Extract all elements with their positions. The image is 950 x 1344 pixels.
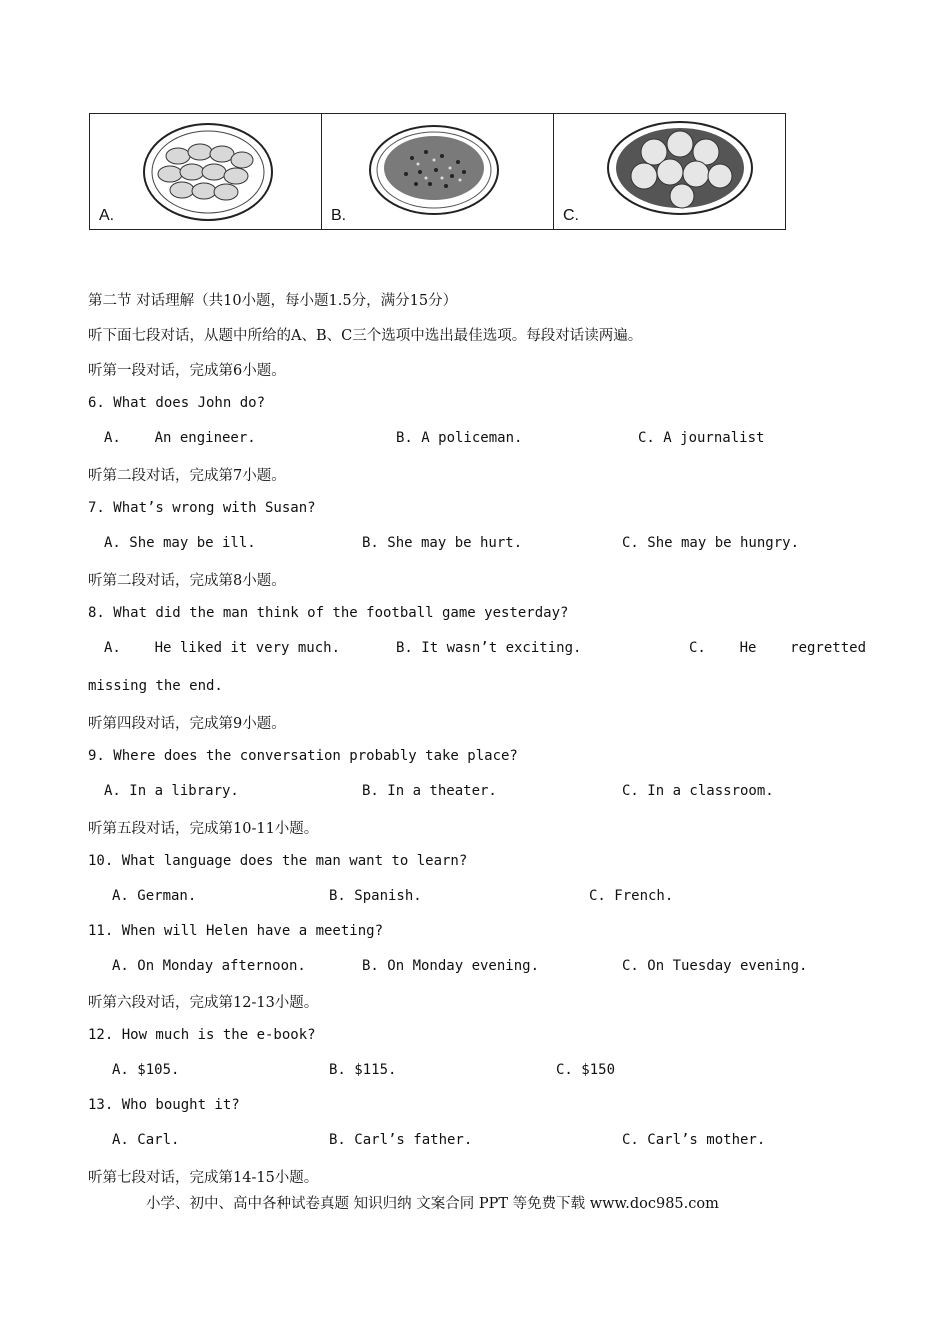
question-12-stem: 12. How much is the e-book? xyxy=(88,1027,316,1043)
question-11-option-b: B. On Monday evening. xyxy=(362,958,540,974)
question-8-option-c-continued: missing the end. xyxy=(88,678,223,694)
question-13-option-c: C. Carl’s mother. xyxy=(622,1132,766,1148)
dialogue-3-intro: 听第二段对话，完成第8小题。 xyxy=(88,573,286,589)
picture-options-table xyxy=(89,113,786,230)
question-8-stem: 8. What did the man think of the football game yesterday? xyxy=(88,605,569,621)
question-8-option-c: C. He regretted xyxy=(689,640,867,656)
question-12-option-a: A. $105. xyxy=(112,1062,180,1078)
section-instruction: 听下面七段对话，从题中所给的A、B、C三个选项中选出最佳选项。每段对话读两遍。 xyxy=(88,328,643,344)
fried-rice-plate-icon xyxy=(322,114,551,229)
dialogue-6-intro: 听第六段对话，完成第12-13小题。 xyxy=(88,995,319,1011)
dialogue-4-intro: 听第四段对话，完成第9小题。 xyxy=(88,716,286,732)
question-6-option-a: A. An engineer. xyxy=(104,430,256,446)
option-c-label: C. xyxy=(563,207,579,224)
question-10-option-b: B. Spanish. xyxy=(329,888,422,904)
question-8-option-a: A. He liked it very much. xyxy=(104,640,341,656)
question-9-option-c: C. In a classroom. xyxy=(622,783,774,799)
question-12-option-c: C. $150 xyxy=(556,1062,616,1078)
picture-option-c xyxy=(554,114,785,229)
question-11-option-c: C. On Tuesday evening. xyxy=(622,958,808,974)
dialogue-7-intro: 听第七段对话，完成第14-15小题。 xyxy=(88,1170,319,1186)
question-10-option-a: A. German. xyxy=(112,888,197,904)
question-8-option-b: B. It wasn’t exciting. xyxy=(396,640,582,656)
steamed-buns-plate-icon xyxy=(554,114,783,229)
question-9-stem: 9. Where does the conversation probably take place? xyxy=(88,748,518,764)
dialogue-5-intro: 听第五段对话，完成第10-11小题。 xyxy=(88,821,319,837)
dialogue-2-intro: 听第二段对话，完成第7小题。 xyxy=(88,468,286,484)
question-11-option-a: A. On Monday afternoon. xyxy=(112,958,306,974)
question-6-stem: 6. What does John do? xyxy=(88,395,266,411)
question-6-option-c: C. A journalist xyxy=(638,430,765,446)
question-9-option-a: A. In a library. xyxy=(104,783,239,799)
section-heading: 第二节 对话理解（共10小题，每小题1.5分，满分15分） xyxy=(88,293,458,309)
question-12-option-b: B. $115. xyxy=(329,1062,397,1078)
dumplings-plate-icon xyxy=(90,114,319,229)
picture-option-b xyxy=(322,114,554,229)
question-13-option-a: A. Carl. xyxy=(112,1132,180,1148)
question-10-option-c: C. French. xyxy=(589,888,674,904)
question-13-stem: 13. Who bought it? xyxy=(88,1097,240,1113)
option-a-label: A. xyxy=(99,207,115,224)
question-7-option-a: A. She may be ill. xyxy=(104,535,256,551)
question-7-option-c: C. She may be hungry. xyxy=(622,535,800,551)
question-7-option-b: B. She may be hurt. xyxy=(362,535,523,551)
question-10-stem: 10. What language does the man want to learn? xyxy=(88,853,468,869)
page-footer: 小学、初中、高中各种试卷真题 知识归纳 文案合同 PPT 等免费下载 www.doc985.com xyxy=(146,1196,719,1212)
option-b-label: B. xyxy=(331,207,347,224)
dialogue-1-intro: 听第一段对话，完成第6小题。 xyxy=(88,363,286,379)
picture-option-a xyxy=(90,114,322,229)
question-13-option-b: B. Carl’s father. xyxy=(329,1132,473,1148)
question-7-stem: 7. What’s wrong with Susan? xyxy=(88,500,316,516)
question-6-option-b: B. A policeman. xyxy=(396,430,523,446)
question-9-option-b: B. In a theater. xyxy=(362,783,497,799)
question-11-stem: 11. When will Helen have a meeting? xyxy=(88,923,384,939)
